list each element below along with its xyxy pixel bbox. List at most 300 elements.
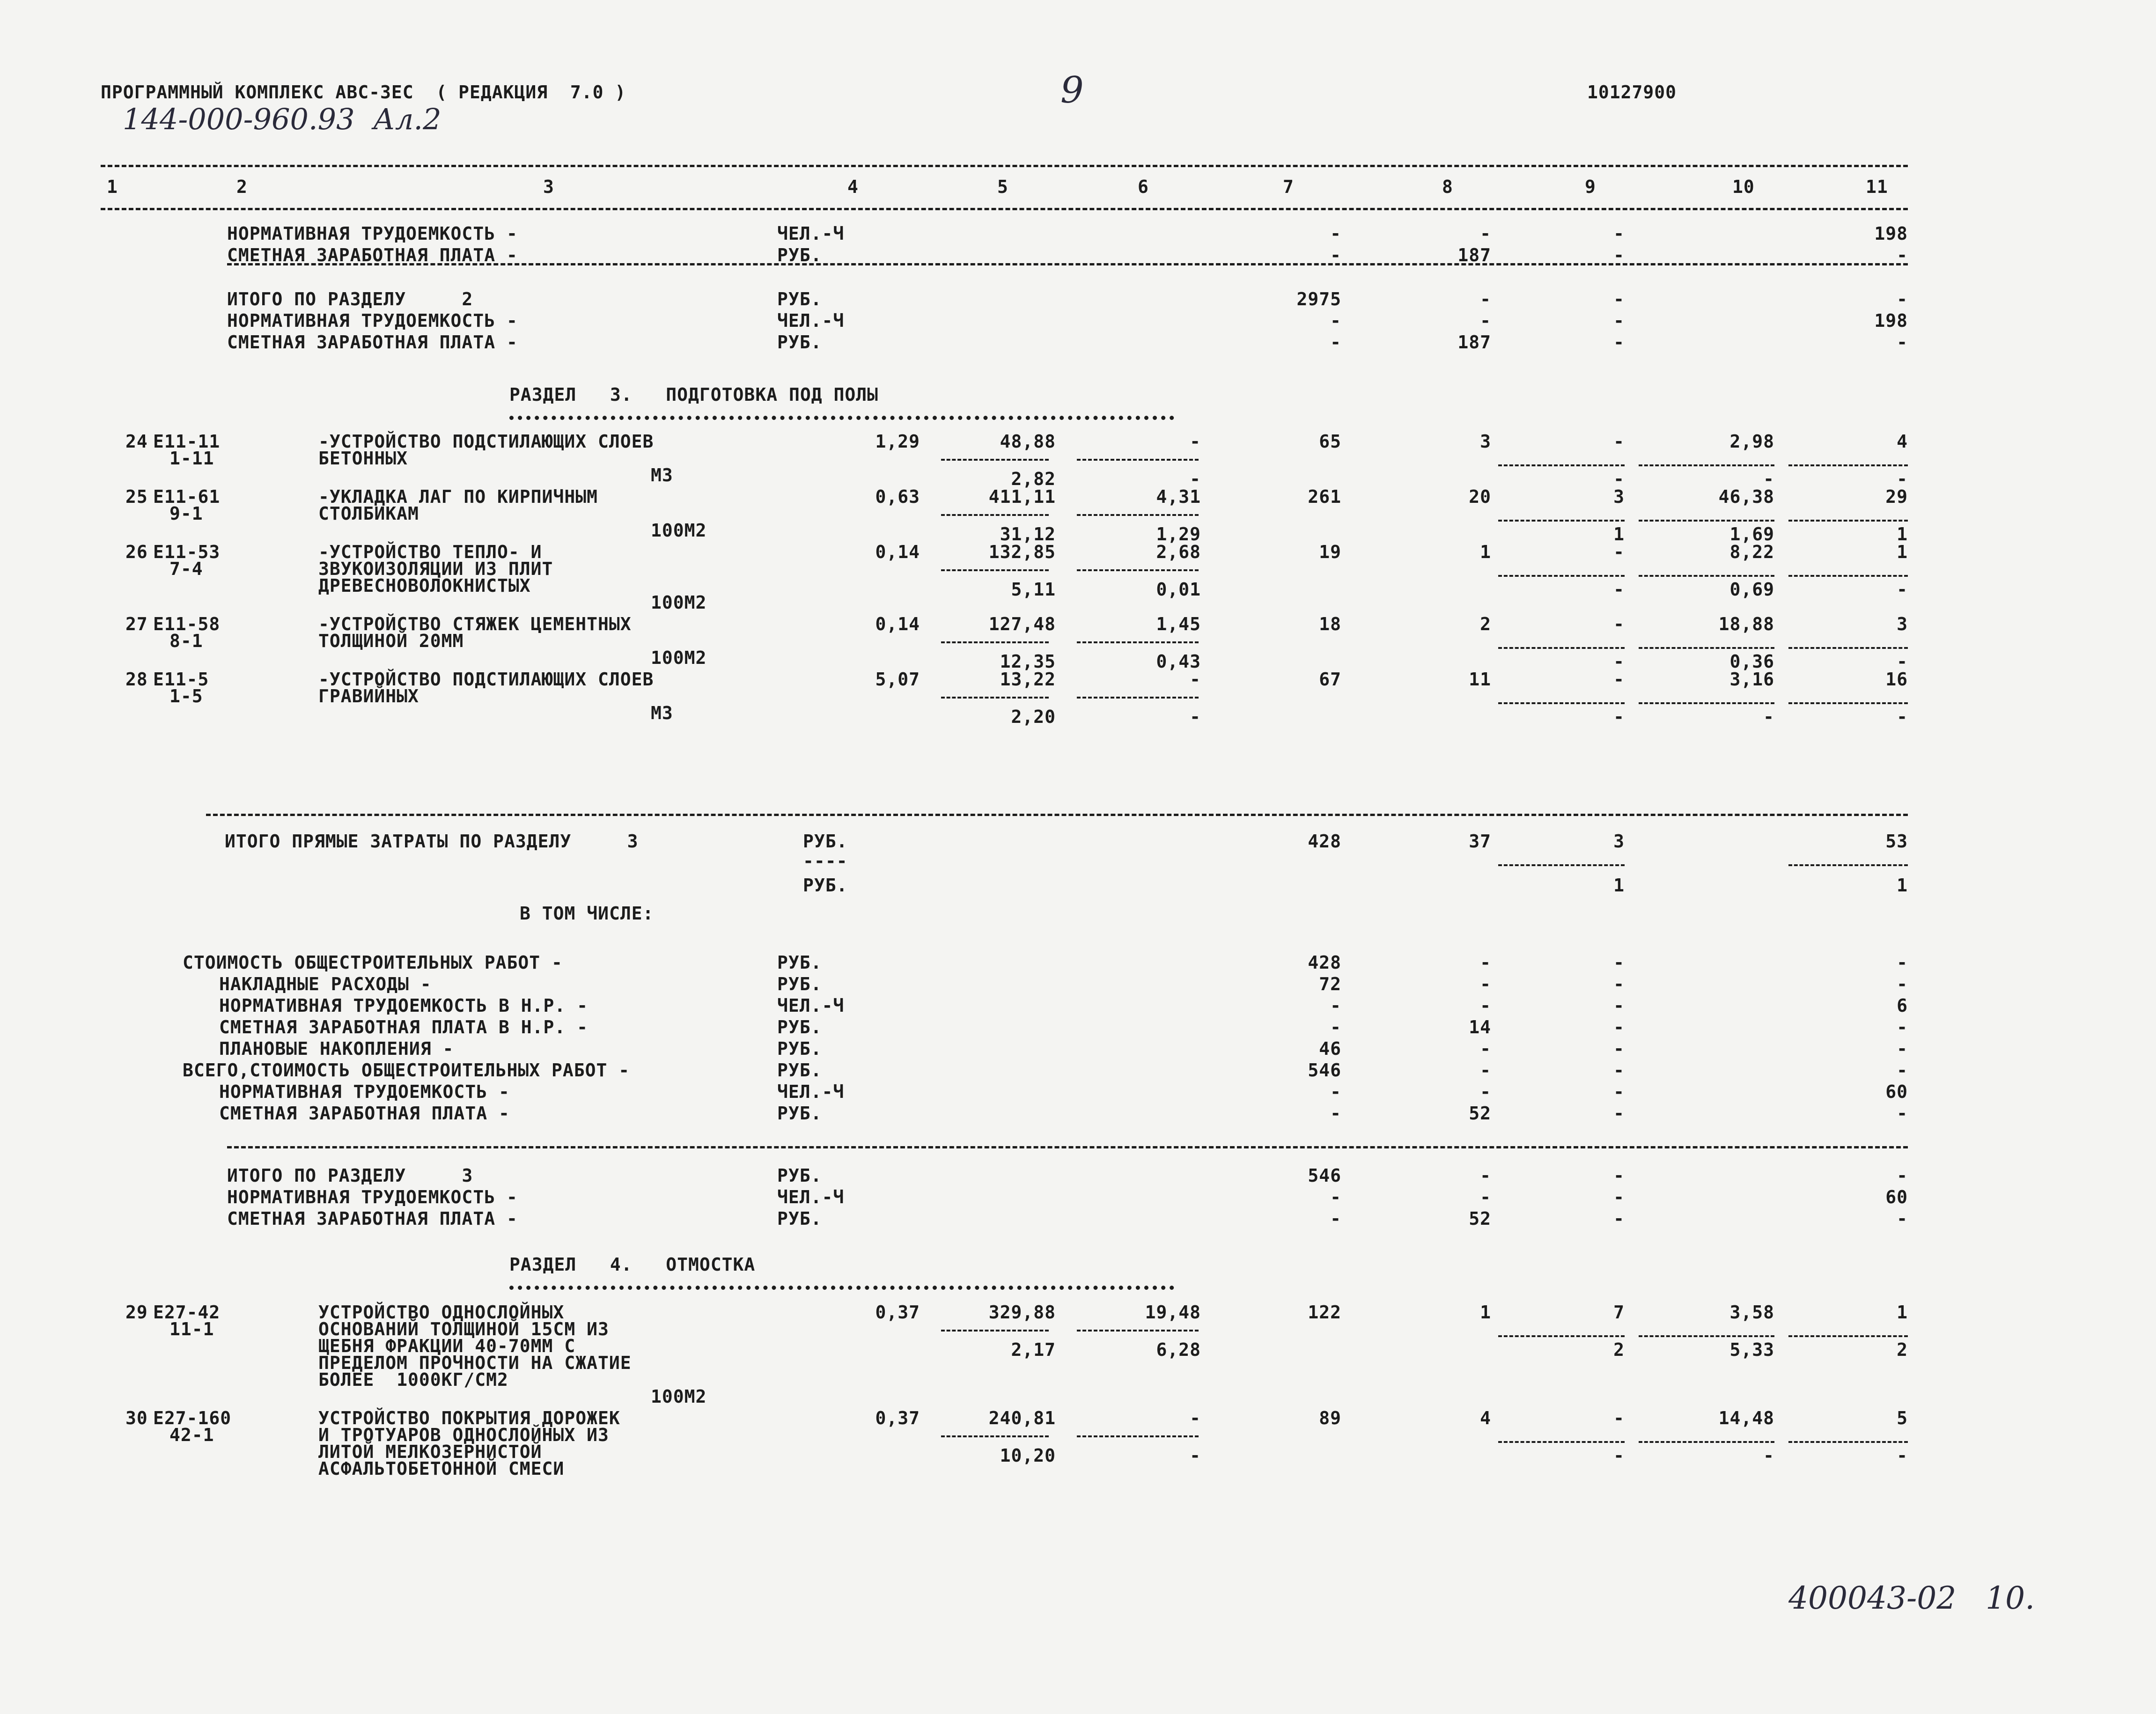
item-divider-10: [1639, 702, 1774, 704]
summary-label: СМЕТНАЯ ЗАРАБОТНАЯ ПЛАТА -: [227, 245, 518, 265]
header-top-rule: [101, 165, 1908, 167]
summary-label: НОРМАТИВНАЯ ТРУДОЕМКОСТЬ -: [227, 1187, 518, 1207]
summary-col9: -: [1613, 1187, 1625, 1207]
item-col5-top: 411,11: [988, 486, 1056, 507]
item-code-sub: 9-1: [169, 503, 203, 524]
summary-col9: -: [1613, 332, 1625, 353]
item-col8: 4: [1480, 1408, 1491, 1428]
summary-col9: -: [1613, 1103, 1625, 1124]
item-divider-5: [941, 569, 1049, 571]
direct-costs-col11-top: 53: [1885, 831, 1908, 852]
item-col7: 261: [1308, 486, 1341, 507]
item-divider-9: [1498, 1441, 1625, 1443]
item-divider-9: [1498, 1335, 1625, 1337]
page-number: 9: [1060, 69, 1084, 111]
item-col8: 11: [1469, 669, 1491, 690]
summary-unit: РУБ.: [777, 1038, 822, 1059]
item-col6-bottom: -: [1190, 469, 1201, 489]
summary-unit: ЧЕЛ.-Ч: [777, 310, 845, 331]
item-col7: 122: [1308, 1302, 1341, 1323]
direct-costs-divider-11: [1788, 864, 1908, 866]
item-col9-bottom: -: [1613, 469, 1625, 489]
item-divider-9: [1498, 702, 1625, 704]
summary-col9: -: [1613, 974, 1625, 994]
item-col6-top: 19,48: [1145, 1302, 1201, 1323]
direct-costs-unit: РУБ.: [803, 831, 848, 852]
item-col11-bottom: 1: [1897, 524, 1908, 544]
item-divider-11: [1788, 575, 1908, 577]
summary-col8: -: [1480, 1060, 1491, 1081]
item-description: БОЛЕЕ 1000КГ/СМ2: [318, 1369, 508, 1390]
summary-unit: РУБ.: [777, 952, 822, 973]
summary-col11: 60: [1885, 1081, 1908, 1102]
item-unit: М3: [651, 703, 673, 723]
item-code: Е11-5: [153, 669, 209, 690]
item-unit: 100М2: [651, 1386, 707, 1407]
item-description: ТОЛЩИНОЙ 20ММ: [318, 631, 464, 651]
item-col6-bottom: -: [1190, 706, 1201, 727]
item-code-sub: 8-1: [169, 631, 203, 651]
summary-col8: -: [1480, 310, 1491, 331]
summary-unit: РУБ.: [777, 974, 822, 994]
summary-unit: ЧЕЛ.-Ч: [777, 1081, 845, 1102]
item-divider-11: [1788, 1335, 1908, 1337]
direct-costs-label: ИТОГО ПРЯМЫЕ ЗАТРАТЫ ПО РАЗДЕЛУ 3: [225, 831, 639, 852]
summary-unit: РУБ.: [777, 1017, 822, 1037]
summary-col11: 6: [1897, 995, 1908, 1016]
summary-col8: -: [1480, 1081, 1491, 1102]
item-col8: 3: [1480, 431, 1491, 452]
item-col6-top: 2,68: [1156, 542, 1201, 562]
summary-col7: -: [1330, 245, 1341, 265]
summary-col11: 198: [1874, 310, 1908, 331]
item-divider-9: [1498, 647, 1625, 649]
summary-col11: 60: [1885, 1187, 1908, 1207]
item-col9-bottom: 2: [1613, 1339, 1625, 1360]
item-col11-top: 16: [1885, 669, 1908, 690]
section3-summary-rule: [227, 1146, 1908, 1148]
column-header-3: 3: [543, 177, 554, 197]
item-description: ЩЕБНЯ ФРАКЦИИ 40-70ММ С: [318, 1336, 576, 1356]
direct-costs-divider-9: [1498, 864, 1625, 866]
summary-col8: -: [1480, 1165, 1491, 1186]
item-col11-top: 5: [1897, 1408, 1908, 1428]
item-divider-10: [1639, 464, 1774, 466]
item-divider-5: [941, 1435, 1049, 1437]
summary-col8: -: [1480, 223, 1491, 244]
column-header-9: 9: [1585, 177, 1596, 197]
item-divider-10: [1639, 1335, 1774, 1337]
item-col6-top: 4,31: [1156, 486, 1201, 507]
item-col5-top: 127,48: [988, 614, 1056, 634]
summary-col8: -: [1480, 1187, 1491, 1207]
item-col7: 67: [1319, 669, 1341, 690]
summary-col7: -: [1330, 1208, 1341, 1229]
item-col8: 2: [1480, 614, 1491, 634]
item-col9-bottom: -: [1613, 706, 1625, 727]
summary-col8: -: [1480, 952, 1491, 973]
item-description: -УСТРОЙСТВО ПОДСТИЛАЮЩИХ СЛОЕВ: [318, 431, 654, 452]
item-divider-6: [1077, 697, 1199, 699]
item-description: -УСТРОЙСТВО ПОДСТИЛАЮЩИХ СЛОЕВ: [318, 669, 654, 690]
item-code: Е11-53: [153, 542, 221, 562]
item-col8: 1: [1480, 542, 1491, 562]
direct-costs-col9-top: 3: [1613, 831, 1625, 852]
item-col11-top: 29: [1885, 486, 1908, 507]
summary-col8: 52: [1469, 1208, 1491, 1229]
summary-col11: -: [1897, 974, 1908, 994]
item-description: -УКЛАДКА ЛАГ ПО КИРПИЧНЫМ: [318, 486, 598, 507]
summary-col11: -: [1897, 1103, 1908, 1124]
summary-label: СМЕТНАЯ ЗАРАБОТНАЯ ПЛАТА В Н.Р. -: [219, 1017, 588, 1037]
item-description: ОСНОВАНИЙ ТОЛЩИНОЙ 15СМ ИЗ: [318, 1319, 609, 1339]
summary-col8: 52: [1469, 1103, 1491, 1124]
summary-col7: 546: [1308, 1060, 1341, 1081]
item-col6-bottom: 1,29: [1156, 524, 1201, 544]
summary-col8: 187: [1457, 332, 1491, 353]
item-col10-bottom: 1,69: [1729, 524, 1774, 544]
direct-costs-col8: 37: [1469, 831, 1491, 852]
item-col9-top: -: [1613, 542, 1625, 562]
column-header-6: 6: [1138, 177, 1149, 197]
summary-col7: -: [1330, 995, 1341, 1016]
item-col9-top: -: [1613, 431, 1625, 452]
item-col4: 0,37: [875, 1408, 920, 1428]
item-description: УСТРОЙСТВО ОДНОСЛОЙНЫХ: [318, 1302, 565, 1323]
item-col10-bottom: -: [1763, 706, 1774, 727]
item-divider-10: [1639, 520, 1774, 522]
item-col5-bottom: 2,82: [1011, 469, 1056, 489]
item-col5-top: 240,81: [988, 1408, 1056, 1428]
summary-col7: 72: [1319, 974, 1341, 994]
item-col11-top: 4: [1897, 431, 1908, 452]
summary-unit: РУБ.: [777, 332, 822, 353]
summary-col7: -: [1330, 223, 1341, 244]
summary-label: СТОИМОСТЬ ОБЩЕСТРОИТЕЛЬНЫХ РАБОТ -: [183, 952, 563, 973]
summary-label: СМЕТНАЯ ЗАРАБОТНАЯ ПЛАТА -: [227, 1208, 518, 1229]
item-unit: 100М2: [651, 592, 707, 613]
summary-col7: -: [1330, 1017, 1341, 1037]
summary-unit: РУБ.: [777, 1060, 822, 1081]
item-col11-top: 1: [1897, 542, 1908, 562]
item-divider-5: [941, 697, 1049, 699]
item-number: 29: [125, 1302, 148, 1323]
item-col10-top: 3,58: [1729, 1302, 1774, 1323]
item-code: Е11-58: [153, 614, 221, 634]
item-col5-top: 132,85: [988, 542, 1056, 562]
item-divider-11: [1788, 520, 1908, 522]
item-col6-bottom: 6,28: [1156, 1339, 1201, 1360]
item-divider-10: [1639, 575, 1774, 577]
item-divider-5: [941, 1330, 1049, 1331]
item-divider-6: [1077, 1435, 1199, 1437]
summary-col7: -: [1330, 1081, 1341, 1102]
item-col6-bottom: -: [1190, 1445, 1201, 1466]
summary-label: СМЕТНАЯ ЗАРАБОТНАЯ ПЛАТА -: [227, 332, 518, 353]
item-divider-11: [1788, 647, 1908, 649]
item-col10-bottom: 0,69: [1729, 579, 1774, 600]
item-number: 28: [125, 669, 148, 690]
item-description: ГРАВИЙНЫХ: [318, 686, 419, 706]
item-description: АСФАЛЬТОБЕТОННОЙ СМЕСИ: [318, 1458, 565, 1479]
handwritten-reference: 144-000-960.93 Ал.2: [123, 102, 442, 136]
item-col5-bottom: 5,11: [1011, 579, 1056, 600]
item-divider-5: [941, 641, 1049, 643]
item-code: Е11-61: [153, 486, 221, 507]
summary-col7: -: [1330, 1103, 1341, 1124]
item-col10-bottom: 5,33: [1729, 1339, 1774, 1360]
header-bottom-rule: [101, 208, 1908, 210]
item-col9-top: -: [1613, 1408, 1625, 1428]
summary-label: НОРМАТИВНАЯ ТРУДОЕМКОСТЬ -: [227, 310, 518, 331]
summary-col9: -: [1613, 1165, 1625, 1186]
item-col4: 0,14: [875, 542, 920, 562]
summary-unit: ЧЕЛ.-Ч: [777, 995, 845, 1016]
summary-col8: 187: [1457, 245, 1491, 265]
summary-col9: -: [1613, 1060, 1625, 1081]
item-col7: 19: [1319, 542, 1341, 562]
summary-col11: 198: [1874, 223, 1908, 244]
item-col10-top: 8,22: [1729, 542, 1774, 562]
item-col6-bottom: 0,01: [1156, 579, 1201, 600]
item-description: ЛИТОЙ МЕЛКОЗЕРНИСТОЙ: [318, 1442, 542, 1462]
item-col7: 18: [1319, 614, 1341, 634]
item-col9-bottom: -: [1613, 579, 1625, 600]
item-divider-11: [1788, 464, 1908, 466]
summary-col7: -: [1330, 1187, 1341, 1207]
summary-col8: -: [1480, 995, 1491, 1016]
column-header-2: 2: [236, 177, 248, 197]
column-header-11: 11: [1866, 177, 1888, 197]
summary-col11: -: [1897, 952, 1908, 973]
summary-col9: -: [1613, 1017, 1625, 1037]
item-col11-bottom: -: [1897, 651, 1908, 672]
item-col8: 1: [1480, 1302, 1491, 1323]
column-header-4: 4: [847, 177, 859, 197]
section3-title: РАЗДЕЛ 3. ПОДГОТОВКА ПОД ПОЛЫ: [509, 384, 878, 405]
summary-unit: ЧЕЛ.-Ч: [777, 1187, 845, 1207]
item-col9-bottom: -: [1613, 1445, 1625, 1466]
summary-unit: РУБ.: [777, 245, 822, 265]
item-col7: 65: [1319, 431, 1341, 452]
item-code: Е27-160: [153, 1408, 232, 1428]
direct-costs-col7: 428: [1308, 831, 1341, 852]
summary-col8: -: [1480, 974, 1491, 994]
summary-col9: -: [1613, 1038, 1625, 1059]
item-unit: 100М2: [651, 647, 707, 668]
item-divider-5: [941, 459, 1049, 461]
item-code: Е27-42: [153, 1302, 221, 1323]
summary-col11: -: [1897, 1060, 1908, 1081]
item-divider-6: [1077, 514, 1199, 516]
item-col11-top: 1: [1897, 1302, 1908, 1323]
summary-unit: РУБ.: [777, 289, 822, 309]
item-code-sub: 42-1: [169, 1425, 214, 1445]
summary-col8: -: [1480, 1038, 1491, 1059]
column-header-1: 1: [107, 177, 118, 197]
item-divider-10: [1639, 1441, 1774, 1443]
summary-label: НОРМАТИВНАЯ ТРУДОЕМКОСТЬ В Н.Р. -: [219, 995, 588, 1016]
item-col11-bottom: -: [1897, 1445, 1908, 1466]
section4-title: РАЗДЕЛ 4. ОТМОСТКА: [509, 1254, 756, 1275]
summary-label: ИТОГО ПО РАЗДЕЛУ 3: [227, 1165, 473, 1186]
item-col11-top: 3: [1897, 614, 1908, 634]
item-col9-bottom: 1: [1613, 524, 1625, 544]
item-unit: М3: [651, 465, 673, 486]
item-col5-bottom: 31,12: [1000, 524, 1056, 544]
summary-label: НОРМАТИВНАЯ ТРУДОЕМКОСТЬ -: [219, 1081, 510, 1102]
item-col4: 0,37: [875, 1302, 920, 1323]
item-col5-bottom: 2,17: [1011, 1339, 1056, 1360]
item-description: УСТРОЙСТВО ПОКРЫТИЯ ДОРОЖЕК: [318, 1408, 620, 1428]
item-divider-10: [1639, 647, 1774, 649]
summary-label: НАКЛАДНЫЕ РАСХОДЫ -: [219, 974, 432, 994]
item-number: 25: [125, 486, 148, 507]
item-code-sub: 7-4: [169, 559, 203, 579]
item-col5-top: 13,22: [1000, 669, 1056, 690]
summary-label: ИТОГО ПО РАЗДЕЛУ 2: [227, 289, 473, 309]
program-title: ПРОГРАММНЫЙ КОМПЛЕКС АВС-3ЕС ( РЕДАКЦИЯ 7.0 ): [101, 82, 626, 103]
summary-col7: -: [1330, 310, 1341, 331]
item-divider-6: [1077, 1330, 1199, 1331]
item-col10-top: 46,38: [1718, 486, 1774, 507]
item-col5-bottom: 12,35: [1000, 651, 1056, 672]
direct-costs-col11-bottom: 1: [1897, 875, 1908, 896]
item-number: 26: [125, 542, 148, 562]
item-col11-bottom: 2: [1897, 1339, 1908, 1360]
item-col6-top: -: [1190, 669, 1201, 690]
item-col9-top: 3: [1613, 486, 1625, 507]
summary-col7: 546: [1308, 1165, 1341, 1186]
direct-costs-unit-2: РУБ.: [803, 875, 848, 896]
summary-col9: -: [1613, 995, 1625, 1016]
summary-col11: -: [1897, 1165, 1908, 1186]
section3-underline: [509, 416, 1174, 420]
item-description: СТОЛБИКАМ: [318, 503, 419, 524]
item-divider-9: [1498, 464, 1625, 466]
summary-label: ВСЕГО,СТОИМОСТЬ ОБЩЕСТРОИТЕЛЬНЫХ РАБОТ -: [183, 1060, 630, 1081]
direct-costs-dash: ----: [803, 851, 848, 871]
item-col4: 0,14: [875, 614, 920, 634]
item-col5-bottom: 10,20: [1000, 1445, 1056, 1466]
item-col10-bottom: 0,36: [1729, 651, 1774, 672]
summary-col9: -: [1613, 223, 1625, 244]
item-description: ПРЕДЕЛОМ ПРОЧНОСТИ НА СЖАТИЕ: [318, 1353, 632, 1373]
item-divider-11: [1788, 702, 1908, 704]
item-col10-top: 2,98: [1729, 431, 1774, 452]
item-col9-top: -: [1613, 669, 1625, 690]
document-code: 10127900: [1587, 82, 1677, 103]
handwritten-sheet-number: 400043-02 10.: [1788, 1580, 2035, 1616]
item-col5-top: 329,88: [988, 1302, 1056, 1323]
summary-unit: РУБ.: [777, 1165, 822, 1186]
item-col9-top: -: [1613, 614, 1625, 634]
column-header-8: 8: [1442, 177, 1453, 197]
item-description: -УСТРОЙСТВО СТЯЖЕК ЦЕМЕНТНЫХ: [318, 614, 632, 634]
item-code-sub: 1-11: [169, 448, 214, 469]
item-code-sub: 11-1: [169, 1319, 214, 1339]
item-number: 24: [125, 431, 148, 452]
item-col4: 5,07: [875, 669, 920, 690]
item-unit: 100М2: [651, 520, 707, 541]
item-description: ДРЕВЕСНОВОЛОКНИСТЫХ: [318, 575, 531, 596]
item-divider-11: [1788, 1441, 1908, 1443]
item-divider-9: [1498, 575, 1625, 577]
summary-col11: -: [1897, 1208, 1908, 1229]
item-divider-5: [941, 514, 1049, 516]
item-col9-top: 7: [1613, 1302, 1625, 1323]
summary-col9: -: [1613, 1208, 1625, 1229]
item-description: И ТРОТУАРОВ ОДНОСЛОЙНЫХ ИЗ: [318, 1425, 609, 1445]
summary-col11: -: [1897, 332, 1908, 353]
item-divider-6: [1077, 569, 1199, 571]
summary-col11: -: [1897, 1038, 1908, 1059]
item-col10-top: 18,88: [1718, 614, 1774, 634]
summary-col8: 14: [1469, 1017, 1491, 1037]
item-col11-bottom: -: [1897, 579, 1908, 600]
item-col6-bottom: 0,43: [1156, 651, 1201, 672]
item-col8: 20: [1469, 486, 1491, 507]
summary-col9: -: [1613, 245, 1625, 265]
item-col5-bottom: 2,20: [1011, 706, 1056, 727]
item-col7: 89: [1319, 1408, 1341, 1428]
summary-col9: -: [1613, 310, 1625, 331]
summary-unit: ЧЕЛ.-Ч: [777, 223, 845, 244]
summary-col9: -: [1613, 952, 1625, 973]
summary-col11: -: [1897, 289, 1908, 309]
item-col10-top: 14,48: [1718, 1408, 1774, 1428]
item-number: 27: [125, 614, 148, 634]
item-description: ЗВУКОИЗОЛЯЦИИ ИЗ ПЛИТ: [318, 559, 553, 579]
summary-col7: -: [1330, 332, 1341, 353]
section4-underline: [509, 1286, 1174, 1290]
item-code-sub: 1-5: [169, 686, 203, 706]
item-number: 30: [125, 1408, 148, 1428]
summary-col8: -: [1480, 289, 1491, 309]
item-col11-bottom: -: [1897, 469, 1908, 489]
summary-col7: 428: [1308, 952, 1341, 973]
item-divider-9: [1498, 520, 1625, 522]
summary-col7: 2975: [1296, 289, 1341, 309]
item-col4: 1,29: [875, 431, 920, 452]
item-description: -УСТРОЙСТВО ТЕПЛО- И: [318, 542, 542, 562]
column-header-10: 10: [1732, 177, 1755, 197]
including-label: В ТОМ ЧИСЛЕ:: [520, 903, 654, 924]
summary-label: ПЛАНОВЫЕ НАКОПЛЕНИЯ -: [219, 1038, 454, 1059]
item-col6-top: 1,45: [1156, 614, 1201, 634]
summary-col11: -: [1897, 245, 1908, 265]
item-col11-bottom: -: [1897, 706, 1908, 727]
item-divider-6: [1077, 459, 1199, 461]
item-code: Е11-11: [153, 431, 221, 452]
item-col10-bottom: -: [1763, 469, 1774, 489]
item-col5-top: 48,88: [1000, 431, 1056, 452]
item-col9-bottom: -: [1613, 651, 1625, 672]
item-col6-top: -: [1190, 431, 1201, 452]
item-col10-top: 3,16: [1729, 669, 1774, 690]
column-header-7: 7: [1283, 177, 1294, 197]
summary-label: НОРМАТИВНАЯ ТРУДОЕМКОСТЬ -: [227, 223, 518, 244]
section2-rule: [227, 263, 1908, 265]
summary-label: СМЕТНАЯ ЗАРАБОТНАЯ ПЛАТА -: [219, 1103, 510, 1124]
summary-unit: РУБ.: [777, 1103, 822, 1124]
item-description: БЕТОННЫХ: [318, 448, 408, 469]
summary-col9: -: [1613, 289, 1625, 309]
summary-col11: -: [1897, 1017, 1908, 1037]
section3-items-rule: [206, 814, 1908, 816]
column-header-5: 5: [997, 177, 1008, 197]
item-col10-bottom: -: [1763, 1445, 1774, 1466]
